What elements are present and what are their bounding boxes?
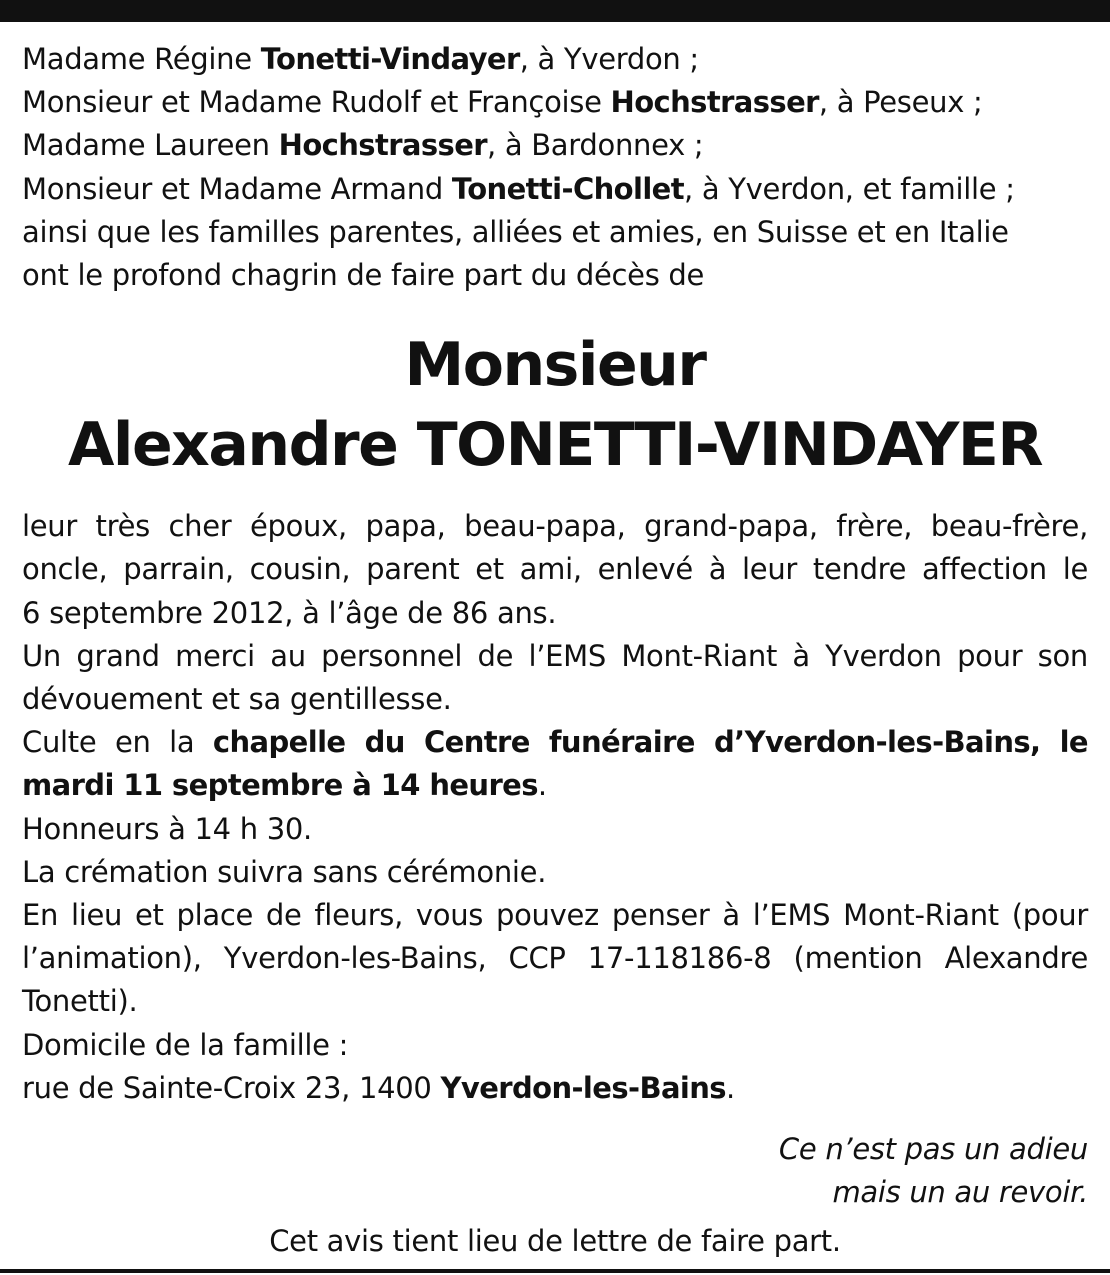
- honours-line: Honneurs à 14 h 30.: [22, 811, 312, 846]
- service-line-1: Culte en la chapelle du Centre funéraire d’Yverdon-les-Bains, le: [22, 725, 1088, 760]
- motto-line-2: mais un au revoir.: [832, 1175, 1088, 1210]
- flowers-line-2: l’animation), Yverdon-les-Bains, CCP 17-118186-8 (mention Alexandre: [22, 941, 1088, 976]
- family-line-2: Monsieur et Madame Rudolf et Françoise Hochstrasser, à Peseux ;: [22, 85, 983, 120]
- body-line-1: leur très cher époux, papa, beau-papa, grand-papa, frère, beau-frère,: [22, 509, 1088, 544]
- address-city: Yverdon-les-Bains: [440, 1070, 726, 1105]
- obituary-notice: [22, 38, 1088, 1214]
- address-line: rue de Sainte-Croix 23, 1400 Yverdon-les-Bains.: [22, 1070, 735, 1105]
- footer-note: Cet avis tient lieu de lettre de faire part.: [269, 1224, 841, 1258]
- deceased-name: Alexandre TONETTI-VINDAYER: [67, 410, 1043, 481]
- family-surname: Tonetti-Vindayer: [260, 42, 520, 76]
- deceased-title: Monsieur: [404, 330, 706, 401]
- service-datetime: mardi 11 septembre à 14 heures: [22, 768, 538, 803]
- family-line-1: Madame Régine Tonetti-Vindayer, à Yverdon ;: [22, 42, 699, 76]
- domicile-label: Domicile de la famille :: [22, 1027, 349, 1062]
- deceased-name-block: [22, 325, 1088, 485]
- family-line-3: Madame Laureen Hochstrasser, à Bardonnex ;: [22, 128, 704, 163]
- motto-line-1: Ce n’est pas un adieu: [778, 1132, 1088, 1167]
- thanks-line-1: Un grand merci au personnel de l’EMS Mont-Riant à Yverdon pour son: [22, 638, 1088, 673]
- family-line-4: Monsieur et Madame Armand Tonetti-Chollet, à Yverdon, et famille ;: [22, 171, 1015, 206]
- thanks-line-2: dévouement et sa gentillesse.: [22, 682, 452, 717]
- service-line-2: mardi 11 septembre à 14 heures.: [22, 768, 547, 803]
- intro-line-1: ainsi que les familles parentes, alliées et amies, en Suisse et en Italie: [22, 214, 1009, 249]
- service-location: chapelle du Centre funéraire d’Yverdon-les-Bains, le: [212, 725, 1088, 760]
- flowers-line-1: En lieu et place de fleurs, vous pouvez penser à l’EMS Mont-Riant (pour: [22, 898, 1088, 933]
- family-surname: Hochstrasser: [610, 85, 819, 120]
- family-surname: Tonetti-Chollet: [451, 171, 685, 206]
- family-surname: Hochstrasser: [278, 128, 487, 163]
- motto: [22, 1128, 1088, 1214]
- cremation-line: La crémation suivra sans cérémonie.: [22, 854, 547, 889]
- bottom-rule: [0, 1269, 1110, 1273]
- intro-line-2: ont le profond chagrin de faire part du décès de: [22, 258, 705, 293]
- body-line-3: 6 septembre 2012, à l’âge de 86 ans.: [22, 595, 557, 630]
- top-rule: [0, 0, 1110, 22]
- flowers-line-3: Tonetti).: [22, 984, 138, 1019]
- body-line-2: oncle, parrain, cousin, parent et ami, enlevé à leur tendre affection le: [22, 552, 1088, 587]
